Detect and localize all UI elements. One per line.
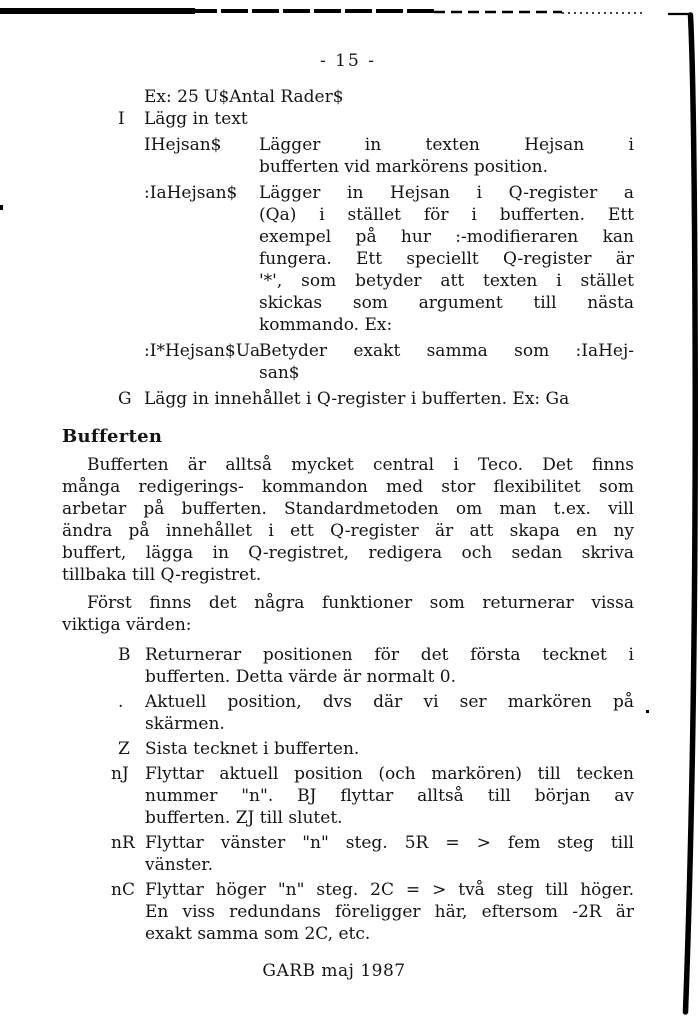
- text-line: bufferten vid markörens position.: [259, 157, 548, 177]
- list-item-text: [145, 832, 634, 876]
- command-key-spacer: [118, 340, 144, 384]
- command-description: [259, 134, 634, 178]
- command-text: Lägg in innehållet i Q-register i bufferten. Ex: Ga: [144, 389, 570, 409]
- list-item-text: [145, 879, 634, 945]
- text-line: Sista tecknet i bufferten.: [145, 739, 360, 759]
- text-line: fungera. Ett speciellt Q-register är: [259, 249, 634, 269]
- text-line: Flyttar vänster "n" steg. 5R = > fem steg till: [145, 833, 634, 853]
- text-line: En viss redundans föreligger här, eftersom -2R är: [145, 902, 634, 922]
- text-line: skickas som argument till nästa: [259, 293, 634, 313]
- text-line: tillbaka till Q-registret.: [62, 565, 262, 585]
- command-table: [118, 108, 634, 410]
- text-line: san$: [259, 363, 300, 383]
- text-line: skärmen.: [145, 714, 225, 734]
- command-key: G: [118, 389, 132, 409]
- list-item-key: nJ: [111, 764, 129, 784]
- command-key-spacer: [118, 134, 144, 178]
- text-line: många redigerings- kommandon med stor flexibilitet som: [62, 477, 634, 497]
- list-item-text: [145, 644, 634, 688]
- page-footer: GARB maj 1987: [262, 961, 406, 981]
- command-key-spacer: [118, 182, 144, 336]
- text-line: nummer "n". BJ flyttar alltså till början av: [145, 786, 634, 806]
- page-number: - 15 -: [320, 51, 376, 71]
- text-line: Flyttar höger "n" steg. 2C = > två steg till höger.: [145, 880, 634, 900]
- text-line: viktiga värden:: [62, 615, 192, 635]
- list-item: [111, 763, 634, 829]
- text-line: '*', som betyder att texten i stället: [259, 271, 634, 291]
- top-edge-scan-line: [0, 8, 690, 14]
- list-item: [111, 832, 634, 876]
- list-item: [111, 691, 634, 735]
- text-line: exakt samma som 2C, etc.: [145, 924, 371, 944]
- list-item: [111, 879, 634, 945]
- command-row-g: [118, 388, 634, 410]
- list-item-key: Z: [118, 739, 130, 759]
- list-item-text: [145, 763, 634, 829]
- paragraph-bufferten: [62, 454, 634, 586]
- text-line: Lägger in texten Hejsan i: [259, 135, 634, 155]
- list-item-text: [145, 738, 634, 760]
- text-line: exempel på hur :-modifieraren kan: [259, 227, 634, 247]
- list-item-text: [145, 691, 634, 735]
- text-line: Först finns det några funktioner som returnerar vissa: [87, 593, 634, 613]
- command-term: :IaHejsan$: [144, 183, 238, 203]
- list-item-key: nR: [111, 833, 135, 853]
- list-item-key: nC: [111, 880, 135, 900]
- text-line: kommando. Ex:: [259, 315, 393, 335]
- text-line: ändra på innehållet i ett Q-register är att skapa en ny: [62, 521, 634, 541]
- buffer-function-list: [111, 644, 634, 945]
- command-term: IHejsan$: [144, 135, 222, 155]
- command-term: :I*Hejsan$Ua: [144, 341, 261, 361]
- command-description: [259, 182, 634, 336]
- list-item: [111, 738, 634, 760]
- list-item-key: .: [118, 692, 124, 712]
- command-key: I: [118, 109, 125, 129]
- right-page-edge-line: [686, 15, 696, 1012]
- text-line: Betyder exakt samma som :IaHej-: [259, 341, 634, 361]
- command-row-i: [118, 108, 634, 130]
- list-item-key: B: [118, 645, 131, 665]
- command-example: Ex: 25 U$Antal Rader$: [144, 87, 344, 107]
- text-line: Lägger in Hejsan i Q-register a: [259, 183, 634, 203]
- text-line: Flyttar aktuell position (och markören) till tecken: [145, 764, 634, 784]
- paragraph-functions-intro: [62, 592, 634, 636]
- text-line: bufferten. ZJ till slutet.: [145, 808, 343, 828]
- text-line: (Qa) i stället för i bufferten. Ett: [259, 205, 634, 225]
- section-heading: Bufferten: [62, 426, 163, 447]
- text-line: bufferten. Detta värde är normalt 0.: [145, 667, 456, 687]
- text-line: Bufferten är alltså mycket central i Teco. Det finns: [87, 455, 634, 475]
- command-entry: [118, 134, 634, 178]
- command-entry: [118, 182, 634, 336]
- command-entry: [118, 340, 634, 384]
- text-line: Aktuell position, dvs där vi ser markören på: [145, 692, 634, 712]
- text-line: Returnerar positionen för det första tecknet i: [145, 645, 634, 665]
- command-title: Lägg in text: [144, 109, 248, 129]
- text-line: arbetar på bufferten. Standardmetoden om man t.ex. vill: [62, 499, 634, 519]
- text-line: buffert, lägga in Q-registret, redigera och sedan skriva: [62, 543, 634, 563]
- command-description: [259, 340, 634, 384]
- list-item: [111, 644, 634, 688]
- text-line: vänster.: [145, 855, 213, 875]
